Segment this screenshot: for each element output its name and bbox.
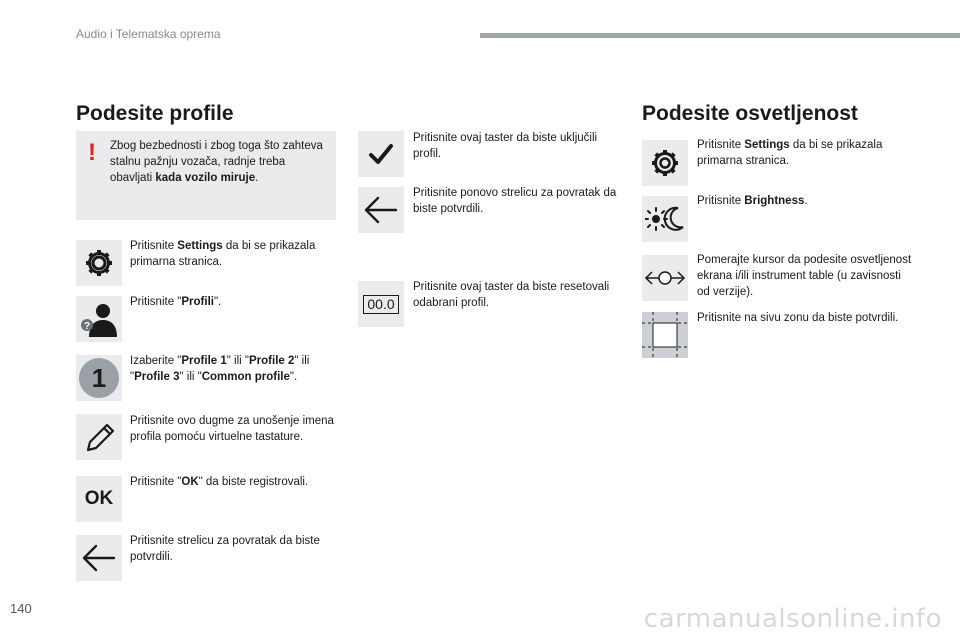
step-back-text: Pritisnite strelicu za povratak da biste potvrdili. — [130, 535, 320, 563]
brightness-grey-zone-text: Pritisnite na sivu zonu da biste potvrdili. — [697, 312, 899, 324]
reset-label: 00.0 — [363, 295, 398, 314]
step-enable-text: Pritisnite ovaj taster da biste uključili profil. — [413, 132, 598, 160]
step-select-profile-text: Izaberite "Profile 1" ili "Profile 2" ili "Profile 3" ili "Common profile". — [130, 355, 310, 383]
profiles-title: Podesite profile — [76, 102, 234, 125]
brightness-icon — [642, 196, 688, 242]
ok-label: OK — [84, 488, 114, 509]
svg-text:?: ? — [83, 321, 91, 332]
back-arrow-icon — [358, 187, 404, 233]
step-ok-text: Pritisnite "OK" da biste registrovali. — [130, 476, 309, 488]
slider-cursor-icon — [642, 255, 688, 301]
header-bar — [480, 33, 960, 38]
warning-text: Zbog bezbednosti i zbog toga što zahteva stalnu pažnju vozača, radnje treba obavljati kada vozilo miruje. — [110, 140, 323, 184]
pencil-icon — [76, 414, 122, 460]
step-pencil-text: Pritisnite ovo dugme za unošenje imena profila pomoću virtuelne tastature. — [130, 415, 334, 443]
ok-icon — [76, 476, 122, 522]
profile-icon — [76, 296, 122, 342]
brightness-title: Podesite osvetljenost — [642, 102, 858, 125]
reset-icon — [358, 281, 404, 327]
brightness-slider-text: Pomerajte kursor da podesite osvetljenost ekrana i/ili instrument table (u zavisnosti od verzije). — [697, 254, 912, 298]
settings-icon — [642, 140, 688, 186]
step-back-confirm-text: Pritisnite ponovo strelicu za povratak da biste potvrdili. — [413, 187, 617, 215]
watermark: carmanualsonline.info — [643, 604, 942, 634]
warning-icon: ! — [88, 139, 96, 166]
step-profile-text: Pritisnite "Profili". — [130, 296, 222, 308]
number-one-label: 1 — [91, 363, 107, 393]
brightness-settings-text: Pritisnite Settings da bi se prikazala primarna stranica. — [697, 139, 883, 167]
header-title: Audio i Telematska oprema — [76, 27, 221, 41]
grey-zone-icon — [642, 312, 688, 358]
checkmark-icon — [358, 131, 404, 177]
step-settings-text: Pritisnite Settings da bi se prikazala primarna stranica. — [130, 240, 316, 268]
step-reset-text: Pritisnite ovaj taster da biste resetovali odabrani profil. — [413, 281, 610, 309]
number-one-icon — [76, 355, 122, 401]
brightness-button-text: Pritisnite Brightness. — [697, 195, 808, 207]
settings-icon — [76, 240, 122, 286]
page-number: 140 — [10, 601, 32, 616]
back-arrow-icon — [76, 535, 122, 581]
